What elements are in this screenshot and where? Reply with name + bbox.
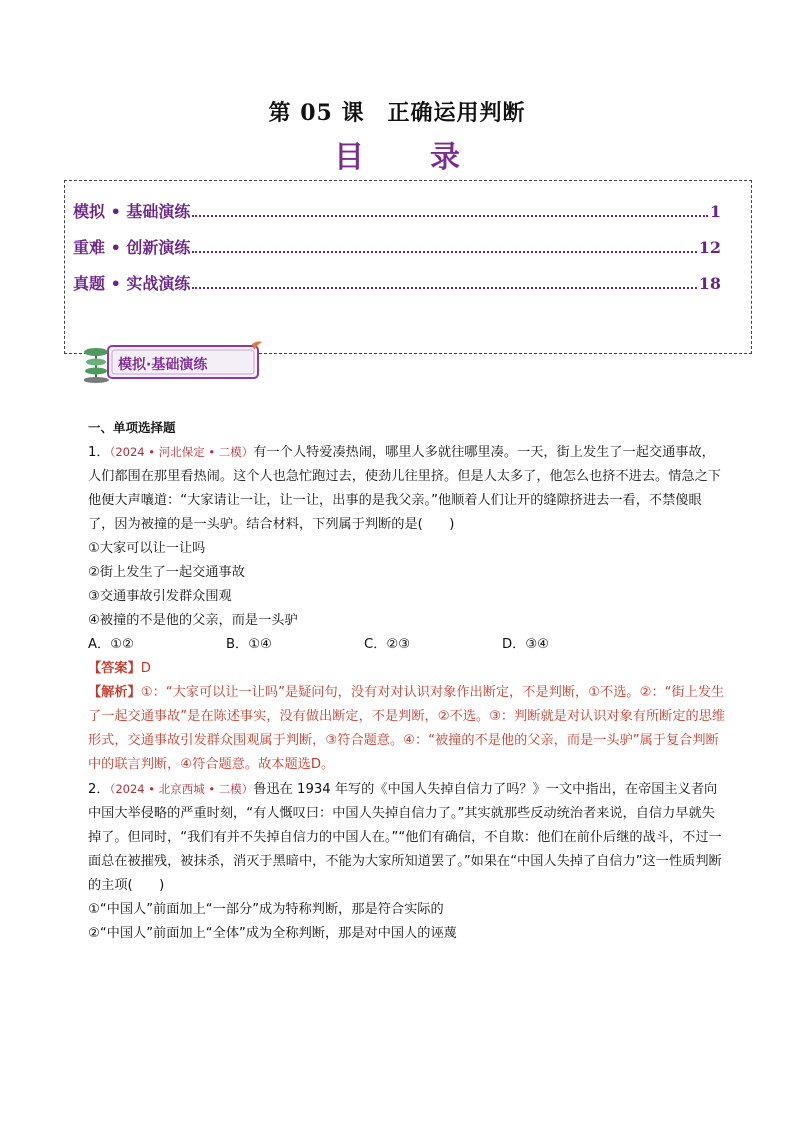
analysis-label: 【解析】 — [88, 685, 141, 700]
option-d[interactable]: D．③④ — [502, 637, 549, 652]
toc-heading: 目 录 — [334, 140, 478, 175]
question-number: 2． — [88, 782, 110, 797]
section-banner-label: 模拟·基础演练 — [118, 357, 208, 373]
toc-item-2[interactable] — [73, 235, 721, 258]
table-of-contents — [64, 180, 752, 354]
question-2-item: ①“中国人”前面加上“一部分”成为特称判断，那是符合实际的 — [88, 902, 444, 917]
question-2-item: ②“中国人”前面加上“全体”成为全称判断，那是对中国人的诬蔑 — [88, 926, 457, 941]
question-2-stem — [88, 777, 728, 898]
question-1-analysis — [88, 681, 728, 777]
question-1-item: ①大家可以让一让吗 — [88, 541, 206, 556]
toc-item-label: 真题 • 实战演练 — [73, 274, 191, 293]
answer-label: 【答案】 — [88, 661, 141, 676]
question-source: （2024 • 北京西城 • 二模） — [109, 782, 254, 796]
toc-item-1[interactable] — [73, 199, 721, 222]
toc-leader-dots — [192, 250, 696, 253]
question-1-item: ③交通事故引发群众围观 — [88, 589, 232, 604]
toc-item-page: 12 — [698, 238, 721, 257]
option-b[interactable]: B．①④ — [226, 637, 272, 652]
toc-item-page: 1 — [709, 202, 721, 221]
question-1-item: ④被撞的不是他的父亲，而是一头驴 — [88, 613, 298, 628]
toc-item-3[interactable] — [73, 271, 721, 294]
option-c[interactable]: C．②③ — [364, 637, 411, 652]
analysis-text: ①：“大家可以让一让吗”是疑问句，没有对对认识对象作出断定，不是判断，①不选。②：“街上发生了一起交通事故”是在陈述事实，没有做出断定，不是判断，②不选。③：判断就是对认识对象有所断定的思维形式，交通事故引发群众围观属于判断，③符合题意。④：“被撞的不是他的父亲，而是一头驴”属于复合判断中的联言判断，④符合题意。故本题选D。 — [88, 685, 726, 772]
plant-decoration-icon — [84, 348, 109, 383]
question-text: 有一个人特爱凑热闹，哪里人多就往哪里凑。一天，街上发生了一起交通事故，人们都围在那里看热闹。这个人也急忙跑过去，使劲儿往里挤。但是人太多了，他怎么也挤不进去。情急之下他便大声嚷道：“大家请让一让，让一让，出事的是我父亲。”他顺着人们让开的缝隙挤进去一看，不禁傻眼了，因为被撞的是一头驴。结合材料，下列属于判断的是( ) — [88, 445, 721, 532]
toc-leader-dots — [192, 214, 707, 217]
question-1-options — [88, 633, 728, 657]
toc-item-label: 模拟 • 基础演练 — [73, 202, 191, 221]
question-source: （2024 • 河北保定 • 二模） — [109, 445, 254, 459]
page-title: 第 05 课 正确运用判断 — [268, 100, 526, 126]
toc-item-label: 重难 • 创新演练 — [73, 238, 191, 257]
toc-item-page: 18 — [698, 274, 721, 293]
question-1-stem — [88, 440, 728, 537]
section-heading: 一、单项选择题 — [88, 420, 176, 435]
question-text: 鲁迅在 1934 年写的《中国人失掉自信力了吗？》一文中指出，在帝国主义者向中国大举侵略的严重时刻，“有人慨叹曰：中国人失掉自信力了。”其实就那些反动统治者来说，自信力早就失掉了。但同时，“我们有并不失掉自信力的中国人在。”“他们有确信，不自欺：他们在前仆后继的战斗，不过一面总在被摧残，被抹杀，消灭于黑暗中，不能为大家所知道罢了。”如果在“中国人失掉了自信力”这一性质判断的主项( ) — [88, 782, 722, 893]
option-a[interactable]: A．①② — [88, 637, 134, 652]
toc-leader-dots — [192, 286, 696, 289]
question-content — [88, 416, 728, 946]
question-1-answer — [88, 657, 728, 681]
answer-value: D — [140, 661, 151, 676]
question-1-item: ②街上发生了一起交通事故 — [88, 565, 245, 580]
question-number: 1． — [88, 445, 110, 460]
